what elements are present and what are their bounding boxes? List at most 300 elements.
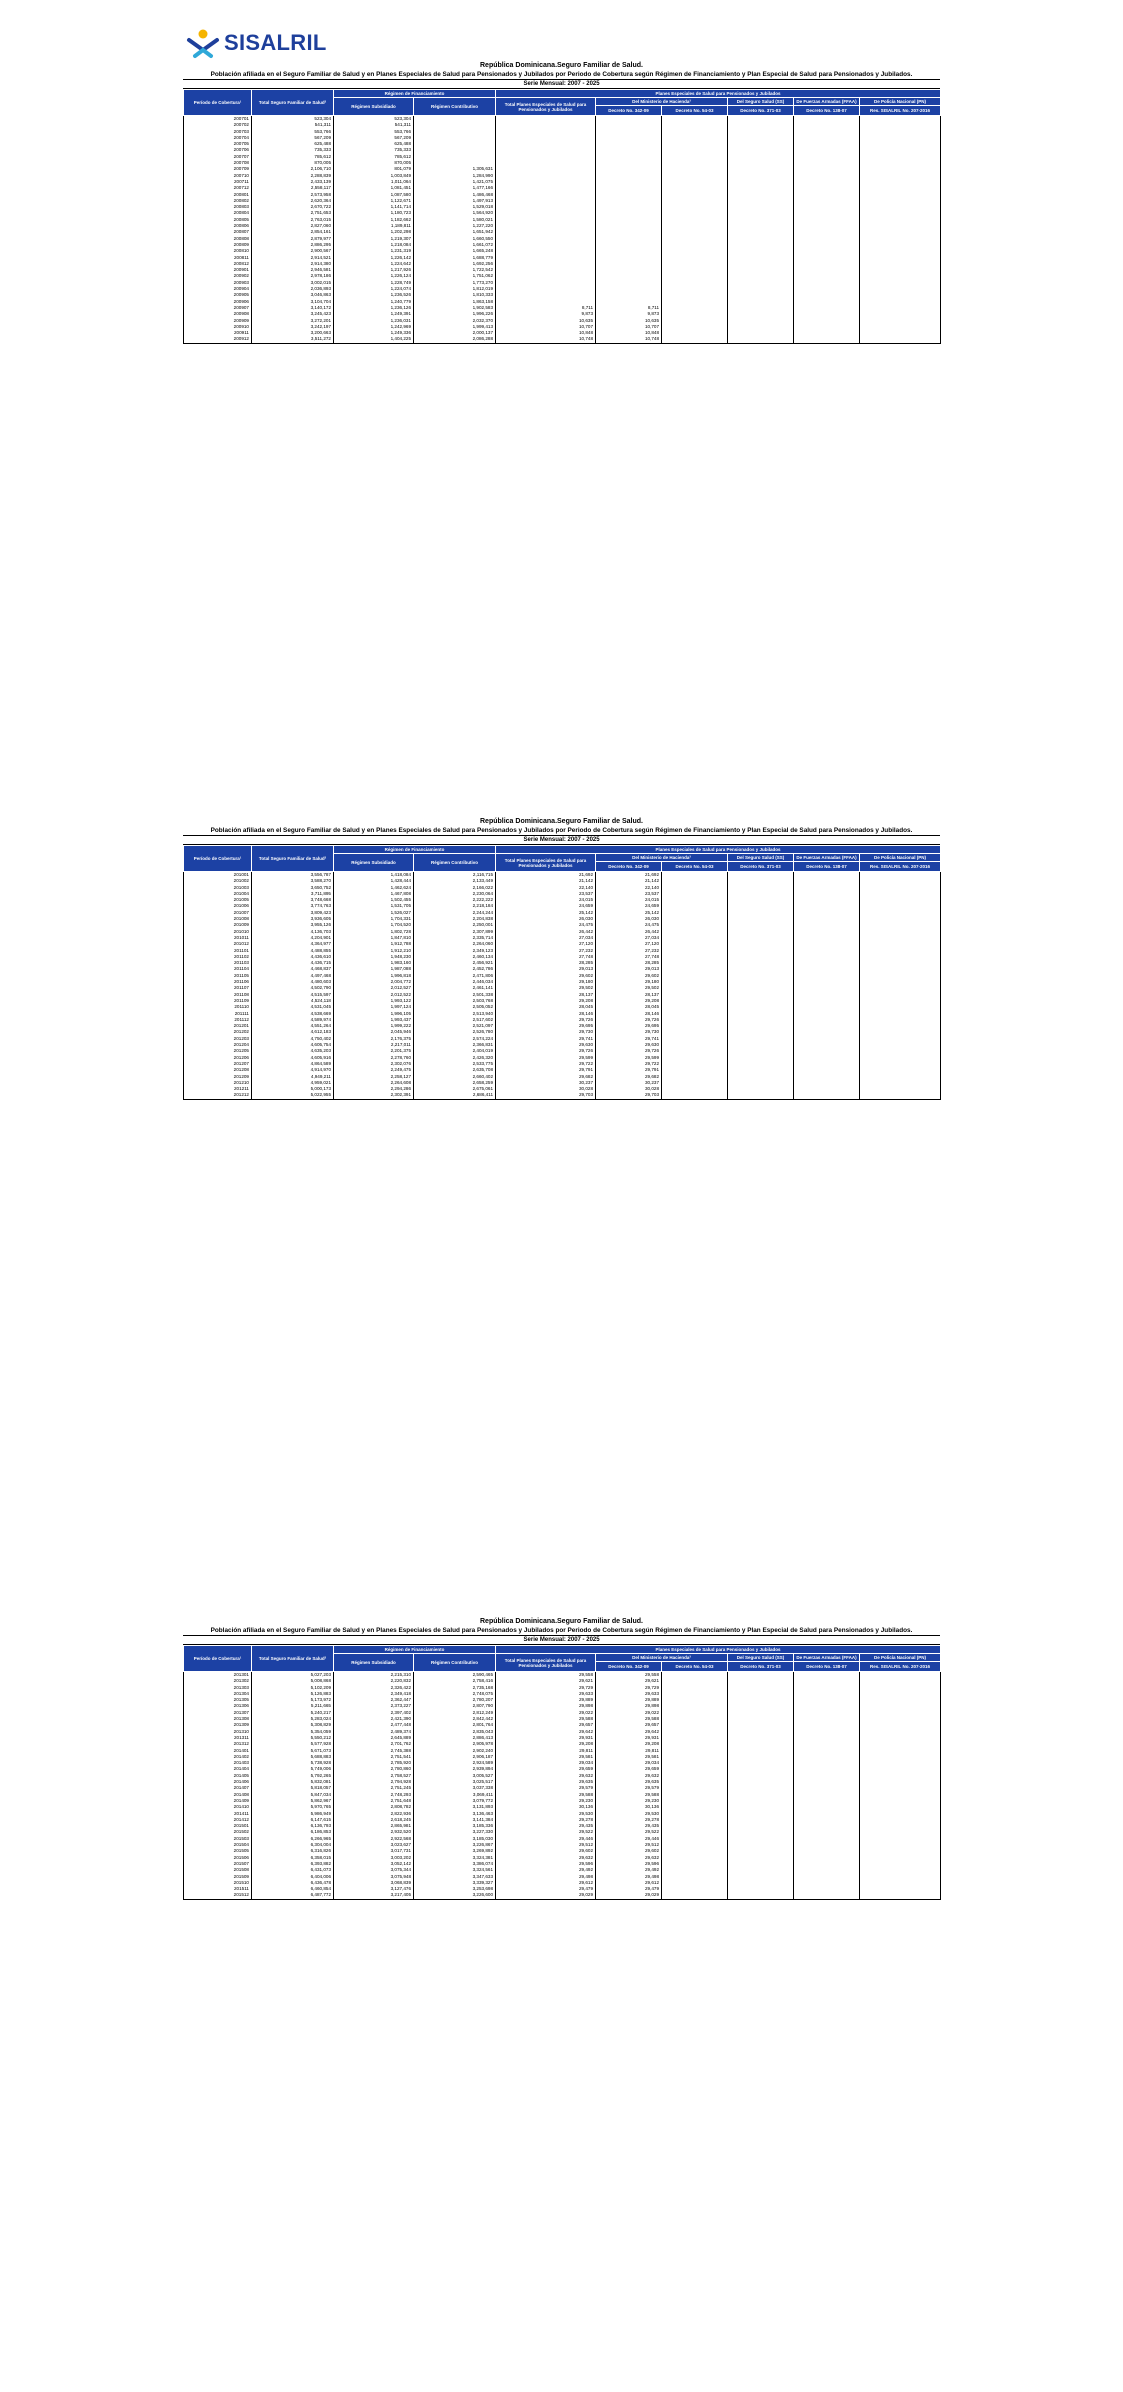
table-cell: 870,005 xyxy=(252,160,334,166)
table-cell: 1,477,166 xyxy=(414,185,496,191)
table-cell: 3,127,476 xyxy=(334,1886,414,1892)
col-decreto-54: Decreto No. 54-03 xyxy=(662,862,728,872)
table-cell: 200703 xyxy=(184,129,252,135)
table-cell: 29,013 xyxy=(496,966,596,972)
series-label: Serie Mensual: 2007 - 2025 xyxy=(183,836,940,845)
table-cell: 201112 xyxy=(184,1017,252,1023)
table-cell: 3,023,627 xyxy=(334,1842,414,1848)
table-cell: 201206 xyxy=(184,1055,252,1061)
table-row xyxy=(184,116,941,123)
col-regimen: Régimen de Financiamiento xyxy=(334,1646,496,1654)
table-cell: 201211 xyxy=(184,1086,252,1092)
table-cell: 2,701,762 xyxy=(334,1741,414,1747)
table-cell: 29,898 xyxy=(496,1703,596,1709)
table-cell: 2,735,168 xyxy=(414,1685,496,1691)
table-cell: 2,166,022 xyxy=(414,885,496,891)
table-cell xyxy=(860,116,941,123)
table-cell: 27,748 xyxy=(596,954,662,960)
series-label: Serie Mensual: 2007 - 2025 xyxy=(183,80,940,89)
table-cell xyxy=(728,336,794,343)
table-cell: 9,873 xyxy=(596,311,662,317)
table-cell: 625,488 xyxy=(252,141,334,147)
table-cell: 3,025,517 xyxy=(414,1779,496,1785)
table-cell: 200806 xyxy=(184,223,252,229)
table-cell: 3,227,330 xyxy=(414,1829,496,1835)
table-cell: 2,526,780 xyxy=(414,1029,496,1035)
table-cell: 21,692 xyxy=(596,872,662,879)
table-cell: 1,217,926 xyxy=(334,267,414,273)
table-cell: 2,326,422 xyxy=(334,1685,414,1691)
table-cell: 24,475 xyxy=(496,922,596,928)
table-cell: 801,079 xyxy=(334,166,414,172)
table-cell: 26,442 xyxy=(596,929,662,935)
table-cell: 2,335,714 xyxy=(414,935,496,941)
table-cell: 30,136 xyxy=(496,1804,596,1810)
table-cell: 1,529,018 xyxy=(414,204,496,210)
table-cell: 201205 xyxy=(184,1048,252,1054)
table-cell xyxy=(496,116,596,123)
table-cell: 4,750,402 xyxy=(252,1036,334,1042)
col-res-207: Res. SISALRIL No. 207-2016 xyxy=(860,1662,941,1672)
table-cell: 201201 xyxy=(184,1023,252,1029)
table-cell xyxy=(728,872,794,879)
table-cell: 2,914,521 xyxy=(252,255,334,261)
table-cell: 1,003,849 xyxy=(334,173,414,179)
table-cell: 2,045,946 xyxy=(334,1029,414,1035)
table-cell: 1,912,788 xyxy=(334,941,414,947)
table-cell: 1,236,031 xyxy=(334,318,414,324)
table-cell: 3,955,126 xyxy=(252,922,334,928)
table-cell: 200709 xyxy=(184,166,252,172)
table-cell: 29,498 xyxy=(596,1874,662,1880)
table-cell: 3,136,463 xyxy=(414,1811,496,1817)
table-cell: 4,612,183 xyxy=(252,1029,334,1035)
table-cell: 30,237 xyxy=(496,1080,596,1086)
table-cell: 2,827,060 xyxy=(252,223,334,229)
table-cell: 2,801,764 xyxy=(414,1722,496,1728)
table-cell: 29,492 xyxy=(496,1867,596,1873)
table-cell: 27,232 xyxy=(496,948,596,954)
table-cell: 2,780,860 xyxy=(334,1766,414,1772)
table-cell: 1,486,468 xyxy=(414,192,496,198)
col-decreto-138: Decreto No. 138-07 xyxy=(794,862,860,872)
table-cell: 29,632 xyxy=(496,1855,596,1861)
table-cell: 1,987,088 xyxy=(334,966,414,972)
table-cell xyxy=(794,1092,860,1099)
table-cell: 3,226,867 xyxy=(414,1842,496,1848)
table-cell: 2,886,413 xyxy=(414,1735,496,1741)
table-cell: 201111 xyxy=(184,1011,252,1017)
col-periodo: Período de Cobertura¹ xyxy=(184,846,252,872)
table-cell: 2,012,522 xyxy=(334,992,414,998)
table-cell: 29,722 xyxy=(496,1061,596,1067)
table-cell: 4,497,468 xyxy=(252,973,334,979)
col-senasa: Del Seguro Salud (SS) xyxy=(728,98,794,106)
table-cell: 5,283,024 xyxy=(252,1716,334,1722)
table-cell: 3,037,338 xyxy=(414,1785,496,1791)
table-cell: 2,812,249 xyxy=(414,1710,496,1716)
col-regimen: Régimen de Financiamiento xyxy=(334,90,496,98)
table-cell: 6,404,006 xyxy=(252,1874,334,1880)
table-cell: 2,751,245 xyxy=(334,1785,414,1791)
table-cell: 29,632 xyxy=(596,1855,662,1861)
table-cell: 200705 xyxy=(184,141,252,147)
table-cell: 1,202,298 xyxy=(334,229,414,235)
table-cell: 2,670,722 xyxy=(252,204,334,210)
table-cell xyxy=(662,1092,728,1099)
table-cell: 1,180,723 xyxy=(334,210,414,216)
table-cell: 2,294,286 xyxy=(334,1086,414,1092)
table-cell: 201209 xyxy=(184,1074,252,1080)
table-cell: 200908 xyxy=(184,311,252,317)
table-cell: 200812 xyxy=(184,261,252,267)
table-cell: 1,526,027 xyxy=(334,910,414,916)
table-cell: 29,633 xyxy=(596,1691,662,1697)
table-cell: 29,630 xyxy=(496,1042,596,1048)
table-cell: 2,660,402 xyxy=(414,1074,496,1080)
table-cell: 29,602 xyxy=(596,1848,662,1854)
table-cell: 29,278 xyxy=(596,1817,662,1823)
table-cell: 6,460,854 xyxy=(252,1886,334,1892)
table-cell: 3,774,763 xyxy=(252,903,334,909)
table-cell: 2,521,097 xyxy=(414,1023,496,1029)
table-cell: 2,302,076 xyxy=(334,1061,414,1067)
series-label: Serie Mensual: 2007 - 2025 xyxy=(183,1636,940,1645)
table-cell: 201108 xyxy=(184,992,252,998)
table-cell: 29,630 xyxy=(596,1042,662,1048)
table-cell: 2,808,782 xyxy=(334,1804,414,1810)
table-cell: 25,142 xyxy=(596,910,662,916)
table-cell: 4,914,970 xyxy=(252,1067,334,1073)
table-cell: 29,522 xyxy=(496,1829,596,1835)
table-cell: 29,180 xyxy=(596,979,662,985)
table-cell: 1,661,072 xyxy=(414,242,496,248)
table-cell: 29,741 xyxy=(496,1036,596,1042)
table-cell: 3,075,344 xyxy=(334,1867,414,1873)
table-cell: 1,497,913 xyxy=(414,198,496,204)
table-cell: 29,013 xyxy=(596,966,662,972)
table-cell: 1,305,631 xyxy=(414,166,496,172)
table-cell: 29,588 xyxy=(596,1792,662,1798)
table-cell: 5,671,073 xyxy=(252,1748,334,1754)
table-cell: 2,460,134 xyxy=(414,954,496,960)
table-cell: 2,939,894 xyxy=(414,1766,496,1772)
table-cell: 3,253,698 xyxy=(414,1886,496,1892)
table-cell: 200804 xyxy=(184,210,252,216)
table-cell: 30,028 xyxy=(596,1086,662,1092)
table-cell: 541,311 xyxy=(334,122,414,128)
table-cell: 2,258,127 xyxy=(334,1074,414,1080)
table-cell: 3,140,172 xyxy=(252,305,334,311)
table-cell: 10,635 xyxy=(596,318,662,324)
table-cell: 3,748,668 xyxy=(252,897,334,903)
table-cell: 1,284,990 xyxy=(414,173,496,179)
table-cell: 30,237 xyxy=(596,1080,662,1086)
table-cell: 23,537 xyxy=(596,891,662,897)
table-cell: 5,102,209 xyxy=(252,1685,334,1691)
table-cell: 2,244,244 xyxy=(414,910,496,916)
table-cell: 6,136,793 xyxy=(252,1823,334,1829)
table-cell: 201404 xyxy=(184,1766,252,1772)
table-cell: 201306 xyxy=(184,1703,252,1709)
table-cell: 2,807,790 xyxy=(414,1703,496,1709)
table-cell: 2,780,207 xyxy=(414,1697,496,1703)
table-cell: 5,240,217 xyxy=(252,1710,334,1716)
table-cell: 29,512 xyxy=(496,1842,596,1848)
table-cell: 3,104,704 xyxy=(252,299,334,305)
table-cell: 27,034 xyxy=(496,935,596,941)
table-cell: 29,208 xyxy=(496,998,596,1004)
table-cell: 201006 xyxy=(184,903,252,909)
table-cell xyxy=(662,1892,728,1899)
table-cell: 1,912,210 xyxy=(334,948,414,954)
table-cell: 2,513,940 xyxy=(414,1011,496,1017)
table-cell xyxy=(662,872,728,879)
table-cell: 29,726 xyxy=(496,1048,596,1054)
table-cell xyxy=(662,336,728,343)
table-cell: 200708 xyxy=(184,160,252,166)
table-cell: 29,558 xyxy=(596,1672,662,1679)
table-cell: 29,530 xyxy=(596,1811,662,1817)
table-cell: 2,924,589 xyxy=(414,1760,496,1766)
table-cell: 29,612 xyxy=(596,1880,662,1886)
table-cell: 1,996,226 xyxy=(414,311,496,317)
table-cell: 29,581 xyxy=(496,1754,596,1760)
table-cell xyxy=(728,1672,794,1679)
table-cell: 1,996,105 xyxy=(334,1011,414,1017)
table-cell: 27,120 xyxy=(596,941,662,947)
table-cell: 4,136,703 xyxy=(252,929,334,935)
table-cell: 29,230 xyxy=(596,1798,662,1804)
table-cell: 4,538,669 xyxy=(252,1011,334,1017)
table-cell: 200907 xyxy=(184,305,252,311)
table-cell: 25,142 xyxy=(496,910,596,916)
table-cell: 6,266,965 xyxy=(252,1836,334,1842)
table-cell: 29,581 xyxy=(596,1754,662,1760)
table-cell: 5,354,059 xyxy=(252,1729,334,1735)
table-cell: 29,435 xyxy=(596,1823,662,1829)
table-cell: 29,730 xyxy=(596,1029,662,1035)
table-cell: 29,022 xyxy=(496,1710,596,1716)
table-cell: 2,517,602 xyxy=(414,1017,496,1023)
table-cell: 29,791 xyxy=(496,1067,596,1073)
table-cell: 1,218,084 xyxy=(334,242,414,248)
table-cell: 28,137 xyxy=(596,992,662,998)
table-cell: 26,442 xyxy=(496,929,596,935)
table-cell: 2,946,581 xyxy=(252,267,334,273)
table-cell: 2,461,141 xyxy=(414,985,496,991)
table-cell: 2,794,928 xyxy=(334,1779,414,1785)
table-cell: 200902 xyxy=(184,273,252,279)
table-cell: 1,418,084 xyxy=(334,872,414,879)
table-cell: 23,537 xyxy=(496,891,596,897)
table-cell: 2,751,653 xyxy=(252,210,334,216)
table-cell: 1,983,160 xyxy=(334,960,414,966)
table-cell: 2,032,370 xyxy=(414,318,496,324)
table-cell: 2,133,449 xyxy=(414,878,496,884)
table-cell: 2,404,019 xyxy=(414,1048,496,1054)
table-cell: 735,333 xyxy=(334,147,414,153)
table-cell: 24,659 xyxy=(496,903,596,909)
table-cell: 201208 xyxy=(184,1067,252,1073)
table-cell: 10,635 xyxy=(496,318,596,324)
table-cell: 29,034 xyxy=(496,1760,596,1766)
table-cell: 2,349,418 xyxy=(334,1691,414,1697)
table-cell: 201007 xyxy=(184,910,252,916)
table-cell: 2,264,608 xyxy=(334,1080,414,1086)
table-cell: 201004 xyxy=(184,891,252,897)
table-cell: 200712 xyxy=(184,185,252,191)
table-cell: 785,612 xyxy=(334,154,414,160)
table-cell: 2,452,786 xyxy=(414,966,496,972)
table-cell: 29,502 xyxy=(496,985,596,991)
table-cell: 29,492 xyxy=(596,1867,662,1873)
table-row xyxy=(184,1892,941,1899)
table-cell: 3,005,527 xyxy=(414,1773,496,1779)
table-cell: 29,931 xyxy=(496,1735,596,1741)
col-total-planes: Total Planes Especiales de Salud para Pensionados y Jubilados xyxy=(496,98,596,116)
table-cell: 29,695 xyxy=(596,1023,662,1029)
table-cell: 200912 xyxy=(184,336,252,343)
table-cell: 567,209 xyxy=(334,135,414,141)
table-cell: 201412 xyxy=(184,1817,252,1823)
col-pn: De Policía Nacional (PN) xyxy=(860,854,941,862)
table-cell: 553,766 xyxy=(252,129,334,135)
table-cell: 2,763,015 xyxy=(252,217,334,223)
table-cell: 4,480,603 xyxy=(252,979,334,985)
table-cell: 201505 xyxy=(184,1848,252,1854)
table-cell: 4,364,977 xyxy=(252,941,334,947)
table-cell: 200802 xyxy=(184,198,252,204)
table-cell: 29,034 xyxy=(596,1760,662,1766)
table-cell: 2,922,568 xyxy=(334,1836,414,1842)
table-cell: 2,012,527 xyxy=(334,985,414,991)
table-cell: 24,659 xyxy=(596,903,662,909)
table-cell: 785,612 xyxy=(252,154,334,160)
table-cell: 1,141,714 xyxy=(334,204,414,210)
table-cell: 201101 xyxy=(184,948,252,954)
table-cell: 1,219,307 xyxy=(334,236,414,242)
table-cell: 10,707 xyxy=(496,324,596,330)
table-cell: 29,599 xyxy=(596,1055,662,1061)
col-decreto-138: Decreto No. 138-07 xyxy=(794,106,860,116)
table-cell xyxy=(662,116,728,123)
table-cell: 1,999,413 xyxy=(414,324,496,330)
table-cell: 2,249,475 xyxy=(334,1067,414,1073)
table-cell: 1,227,220 xyxy=(414,223,496,229)
report-page xyxy=(183,61,940,344)
table-cell: 2,426,320 xyxy=(414,1055,496,1061)
table-cell: 200809 xyxy=(184,242,252,248)
table-cell: 29,726 xyxy=(596,1048,662,1054)
table-cell: 2,620,364 xyxy=(252,198,334,204)
table-cell: 29,695 xyxy=(496,1023,596,1029)
table-cell: 4,204,901 xyxy=(252,935,334,941)
table-cell: 200706 xyxy=(184,147,252,153)
table-cell: 1,226,142 xyxy=(334,255,414,261)
table-cell: 1,773,270 xyxy=(414,280,496,286)
table-cell: 5,022,955 xyxy=(252,1092,334,1099)
table-cell: 28,045 xyxy=(596,1004,662,1010)
table-cell: 4,524,118 xyxy=(252,998,334,1004)
table-cell: 10,848 xyxy=(596,330,662,336)
table-cell: 200909 xyxy=(184,318,252,324)
table-cell: 29,446 xyxy=(496,1836,596,1842)
table-cell: 4,502,790 xyxy=(252,985,334,991)
table-cell: 200801 xyxy=(184,192,252,198)
table-cell: 29,642 xyxy=(496,1729,596,1735)
table-cell: 1,462,624 xyxy=(334,885,414,891)
table-cell: 3,131,893 xyxy=(414,1804,496,1810)
table-cell: 2,264,060 xyxy=(414,941,496,947)
table-cell: 201510 xyxy=(184,1880,252,1886)
table-cell: 30,136 xyxy=(596,1804,662,1810)
table-cell: 5,577,928 xyxy=(252,1741,334,1747)
table-cell: 2,503,768 xyxy=(414,998,496,1004)
table-cell: 2,222,222 xyxy=(414,897,496,903)
table-cell: 201509 xyxy=(184,1874,252,1880)
col-decreto-371: Decreto No. 371-03 xyxy=(728,106,794,116)
table-cell: 201212 xyxy=(184,1092,252,1099)
table-cell: 201008 xyxy=(184,916,252,922)
table-cell: 201305 xyxy=(184,1697,252,1703)
table-cell: 2,201,375 xyxy=(334,1048,414,1054)
table-cell: 567,209 xyxy=(252,135,334,141)
table-cell: 29,588 xyxy=(496,1792,596,1798)
table-cell: 3,069,411 xyxy=(414,1792,496,1798)
table-cell: 4,531,045 xyxy=(252,1004,334,1010)
table-cell: 29,479 xyxy=(596,1886,662,1892)
table-cell: 201507 xyxy=(184,1861,252,1867)
report-country-title: República Dominicana.Seguro Familiar de Salud. xyxy=(480,62,643,69)
table-cell: 3,068,839 xyxy=(334,1880,414,1886)
table-cell: 29,522 xyxy=(596,1829,662,1835)
logo-mark-icon xyxy=(186,26,220,60)
table-cell: 28,285 xyxy=(496,960,596,966)
table-cell: 200911 xyxy=(184,330,252,336)
affiliation-data-table xyxy=(183,1645,941,1900)
col-decreto-138: Decreto No. 138-07 xyxy=(794,1662,860,1672)
table-cell: 2,004,772 xyxy=(334,979,414,985)
table-cell: 29,659 xyxy=(596,1766,662,1772)
table-cell xyxy=(728,1892,794,1899)
report-country-title: República Dominicana.Seguro Familiar de Salud. xyxy=(480,1618,643,1625)
table-cell: 29,446 xyxy=(596,1836,662,1842)
col-res-207: Res. SISALRIL No. 207-2016 xyxy=(860,862,941,872)
table-cell: 2,302,391 xyxy=(334,1092,414,1099)
table-cell: 1,236,126 xyxy=(334,305,414,311)
table-cell: 3,324,561 xyxy=(414,1867,496,1873)
table-cell: 29,230 xyxy=(496,1798,596,1804)
table-cell: 5,008,868 xyxy=(252,1678,334,1684)
table-cell: 27,748 xyxy=(496,954,596,960)
table-cell: 29,632 xyxy=(596,1773,662,1779)
table-cell: 30,028 xyxy=(496,1086,596,1092)
table-cell: 5,862,967 xyxy=(252,1798,334,1804)
table-cell: 201011 xyxy=(184,935,252,941)
col-pn: De Policía Nacional (PN) xyxy=(860,1654,941,1662)
table-cell: 2,865,981 xyxy=(334,1823,414,1829)
table-cell: 2,658,259 xyxy=(414,1080,496,1086)
affiliation-data-table xyxy=(183,89,941,344)
table-cell: 26,030 xyxy=(496,916,596,922)
table-cell: 1,404,225 xyxy=(334,336,414,343)
table-cell: 22,140 xyxy=(496,885,596,891)
table-cell: 5,000,173 xyxy=(252,1086,334,1092)
table-cell: 1,231,319 xyxy=(334,248,414,254)
table-cell: 2,288,839 xyxy=(252,173,334,179)
table-row xyxy=(184,872,941,879)
